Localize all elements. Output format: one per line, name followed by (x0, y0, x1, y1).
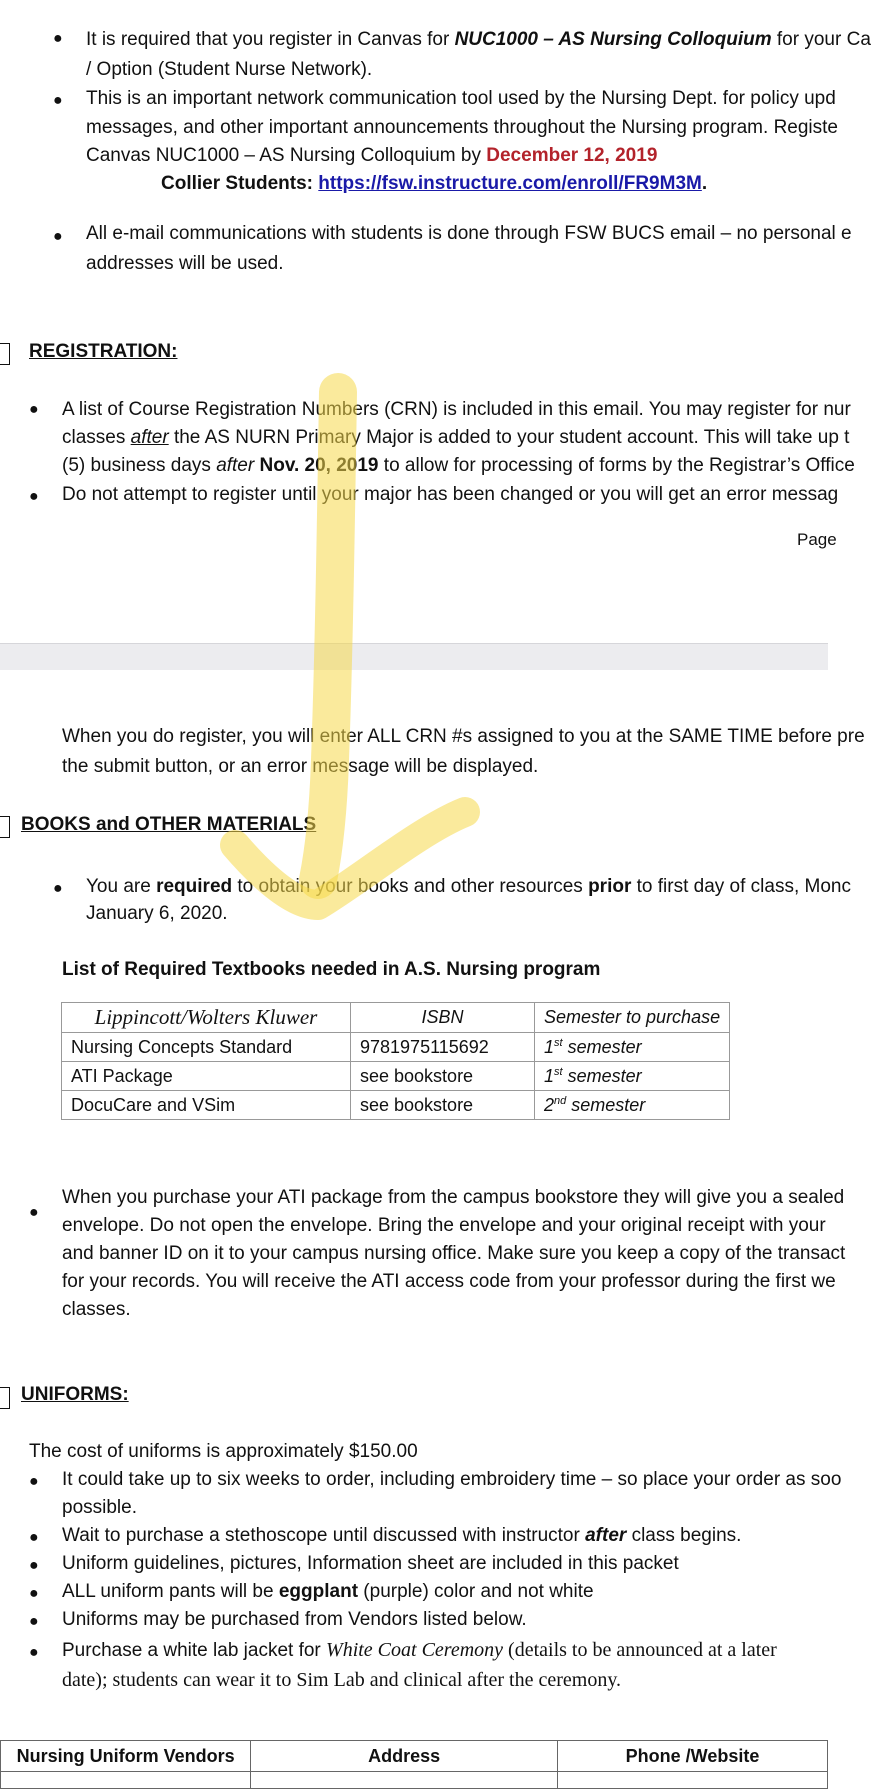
bullet: ● (29, 1557, 39, 1574)
text-line: classes. (62, 1299, 131, 1320)
table-cell: 2nd semester (535, 1091, 730, 1120)
text-line: Canvas NUC1000 – AS Nursing Colloquium by December 12, 2019 (86, 145, 658, 166)
table-header: ISBN (351, 1003, 535, 1033)
uniforms-heading: UNIFORMS: (21, 1384, 129, 1405)
table-cell: see bookstore (351, 1062, 535, 1091)
text-line: This is an important network communication tool used by the Nursing Dept. for policy upd (86, 88, 836, 109)
page-number-label: Page (797, 530, 837, 549)
textbook-table (61, 1002, 730, 1120)
table-cell: 1st semester (535, 1062, 730, 1091)
text-line: (5) business days after Nov. 20, 2019 to allow for processing of forms by the Registrar’s Office (62, 455, 855, 476)
table-header: Phone /Website (558, 1741, 828, 1772)
table-cell: DocuCare and VSim (62, 1091, 351, 1120)
text-line: Uniforms may be purchased from Vendors listed below. (62, 1609, 527, 1630)
bullet: ● (29, 1529, 39, 1546)
table-cell: Nursing Concepts Standard (62, 1033, 351, 1062)
table-header: Nursing Uniform Vendors (1, 1741, 251, 1772)
bullet: ● (29, 488, 39, 505)
text-line: addresses will be used. (86, 253, 284, 274)
table-row (1, 1772, 828, 1789)
page-break (0, 643, 828, 671)
text-line: date); students can wear it to Sim Lab and clinical after the ceremony. (62, 1669, 622, 1691)
text-line: envelope. Do not open the envelope. Bring the envelope and your original receipt with your (62, 1215, 826, 1236)
registration-heading: REGISTRATION: (29, 341, 178, 362)
bullet: ● (29, 401, 39, 418)
text-line: It is required that you register in Canvas for NUC1000 – AS Nursing Colloquium for your Ca (86, 29, 871, 50)
text-line: / Option (Student Nurse Network). (86, 59, 373, 80)
table-cell: see bookstore (351, 1091, 535, 1120)
table-header-row (1, 1741, 828, 1772)
text-line: January 6, 2020. (86, 903, 228, 924)
canvas-enroll-link[interactable]: https://fsw.instructure.com/enroll/FR9M3M (318, 173, 702, 194)
table-title: List of Required Textbooks needed in A.S. Nursing program (62, 959, 601, 980)
text-line: All e-mail communications with students is done through FSW BUCS email – no personal e (86, 223, 852, 244)
table-row (62, 1062, 730, 1091)
checkbox-icon (0, 1387, 10, 1409)
table-header-row (62, 1003, 730, 1033)
table-cell: ATI Package (62, 1062, 351, 1091)
text-line: classes after the AS NURN Primary Major is added to your student account. This will take up t (62, 427, 850, 448)
text-line: the submit button, or an error message will be displayed. (62, 756, 539, 777)
table-cell (251, 1772, 558, 1789)
bullet: ● (29, 1204, 39, 1221)
collier-line: Collier Students: https://fsw.instructure.com/enroll/FR9M3M. (161, 173, 708, 194)
books-heading: BOOKS and OTHER MATERIALS (21, 814, 317, 835)
table-cell: 1st semester (535, 1033, 730, 1062)
text-line: ALL uniform pants will be eggplant (purple) color and not white (62, 1581, 594, 1602)
text-line: It could take up to six weeks to order, including embroidery time – so place your order as soo (62, 1469, 842, 1490)
text-line: When you do register, you will enter ALL CRN #s assigned to you at the SAME TIME before pre (62, 726, 865, 747)
table-cell (1, 1772, 251, 1789)
bullet: ● (29, 1473, 39, 1490)
text-line: You are required to obtain your books and other resources prior to first day of class, Monc (86, 876, 851, 897)
document-page-1 (0, 0, 871, 643)
deadline-date: December 12, 2019 (486, 145, 658, 166)
text-line: and banner ID on it to your campus nursing office. Make sure you keep a copy of the transact (62, 1243, 846, 1264)
text-line: Uniform guidelines, pictures, Information sheet are included in this packet (62, 1553, 679, 1574)
text-line: Purchase a white lab jacket for White Coat Ceremony (details to be announced at a later (62, 1639, 777, 1661)
table-header: Semester to purchase (535, 1003, 730, 1033)
table-header: Lippincott/Wolters Kluwer (62, 1003, 351, 1033)
table-cell (558, 1772, 828, 1789)
table-row (62, 1033, 730, 1062)
text-line: When you purchase your ATI package from the campus bookstore they will give you a sealed (62, 1187, 845, 1208)
bullet: ● (29, 1613, 39, 1630)
table-header: Address (251, 1741, 558, 1772)
table-cell: 9781975115692 (351, 1033, 535, 1062)
text-line: messages, and other important announcements throughout the Nursing program. Registe (86, 117, 838, 138)
text-line: possible. (62, 1497, 137, 1518)
bullet: ● (29, 1585, 39, 1602)
bullet: ● (53, 30, 63, 47)
bullet: ● (29, 1644, 39, 1661)
bullet: ● (53, 92, 63, 109)
text-line: Wait to purchase a stethoscope until discussed with instructor after class begins. (62, 1525, 742, 1546)
checkbox-icon (0, 816, 10, 838)
bullet: ● (53, 880, 63, 897)
bullet: ● (53, 228, 63, 245)
checkbox-icon (0, 343, 10, 365)
text-line: for your records. You will receive the ATI access code from your professor during the first we (62, 1271, 836, 1292)
text-line: The cost of uniforms is approximately $150.00 (29, 1441, 418, 1462)
text-line: A list of Course Registration Numbers (CRN) is included in this email. You may register for nur (62, 399, 851, 420)
text-line: Do not attempt to register until your major has been changed or you will get an error messag (62, 484, 839, 505)
vendors-table (0, 1740, 828, 1789)
table-row (62, 1091, 730, 1120)
